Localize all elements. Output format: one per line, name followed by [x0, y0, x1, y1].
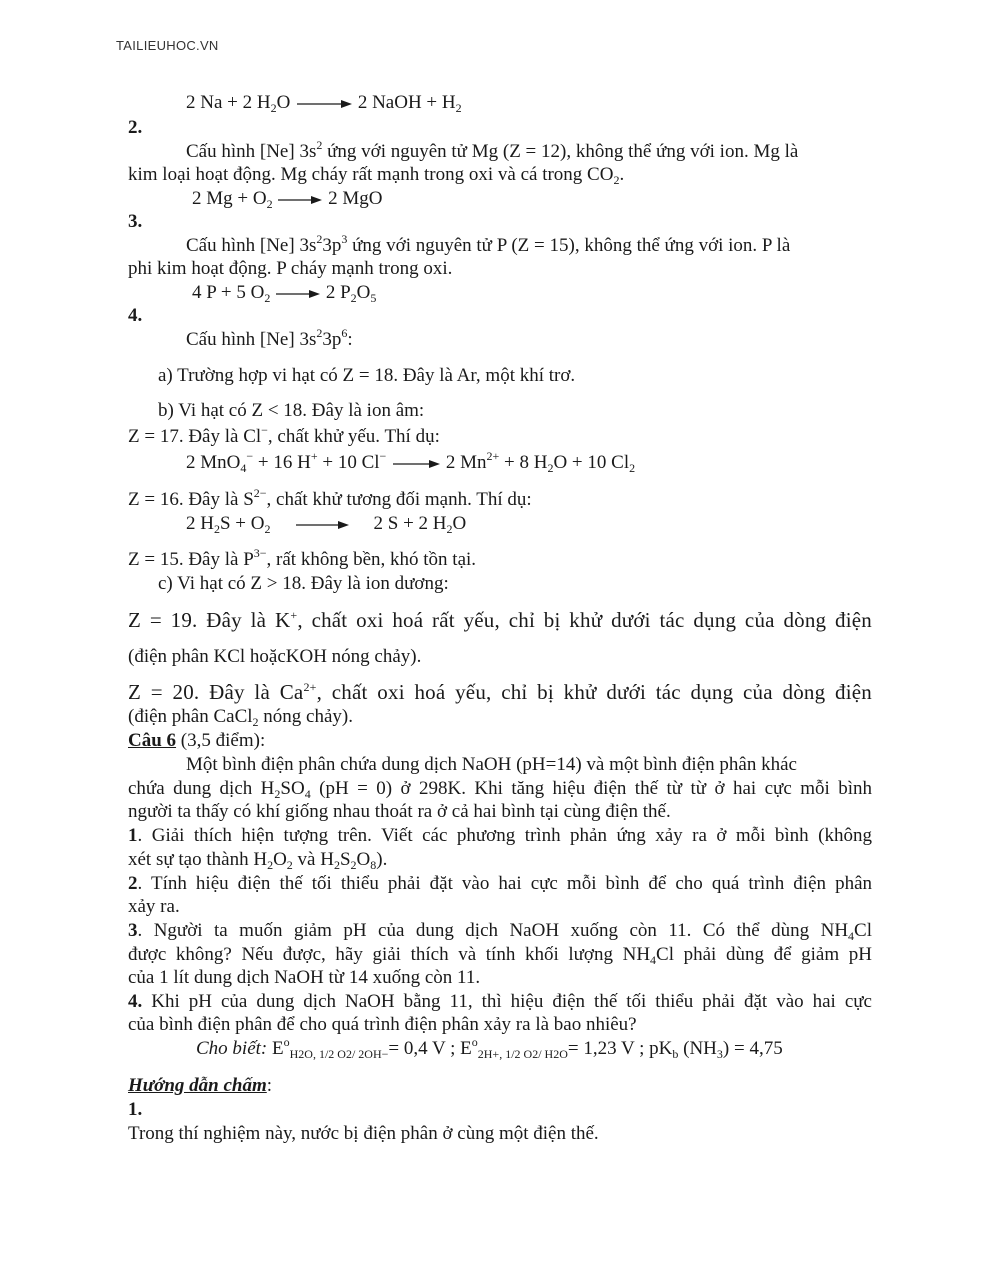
reaction-arrow [295, 99, 353, 109]
equation-na-water: 2 Na + 2 $H_2O$ 2 NaOH + $H_2$ [186, 92, 462, 115]
z19-line: Z = 19. Đây là K+, chất oxi hoá rất yếu, chỉ bị khử dưới tác dụng của dòng điện [128, 608, 872, 632]
equation-p-oxygen: 4 P + 5 $O_2$ 2 $P_2O_5$ [192, 282, 377, 305]
q6-part3-line2: được không? Nếu được, hãy giải thích và tính khối lượng $NH_4Cl$ phải dùng để giảm pH [128, 944, 872, 967]
item-number-3: 3. [128, 211, 143, 232]
q6-part1-line2: xét sự tạo thành $H_2O_2$ và $H_2S_2O_8$). [128, 849, 388, 872]
reaction-arrow [391, 459, 441, 469]
grading-guide-heading: Hướng dẫn chấm: [128, 1075, 273, 1096]
q6-part4-line2: của bình điện phân để cho quá trình điện phân xảy ra là bao nhiêu? [128, 1014, 637, 1035]
q6-part1-line1: 1. Giải thích hiện tượng trên. Viết các phương trình phản ứng xảy ra ở mỗi bình (không [128, 825, 872, 846]
q6-para-line2: chứa dung dịch $H_2SO_4$ (pH = 0) ở 298K. Khi tăng hiệu điện thế từ từ ở hai cực mỗi bình [128, 778, 872, 801]
site-header: TAILIEUHOC.VN [116, 38, 219, 53]
z20-line-2: (điện phân CaCl$_2$ nóng chảy). [128, 706, 353, 729]
z20-line: Z = 20. Đây là $Ca^{2+}$, chất oxi hoá yếu, chỉ bị khử dưới tác dụng của dòng điện [128, 680, 872, 704]
z15-line: Z = 15. Đây là $P^{3-}$, rất không bền, khó tồn tại. [128, 546, 477, 570]
case-b: b) Vi hạt có Z < 18. Đây là ion âm: [158, 400, 425, 421]
case-a: a) Trường hợp vi hạt có Z = 18. Đây là Ar, một khí trơ. [158, 365, 576, 386]
equation-mg-oxygen: 2 $Mg + O_2$ 2 MgO [192, 188, 383, 211]
equation-h2s: 2 $H_2S + O_2$ 2 S + 2 $H_2O$ [186, 513, 467, 536]
config-ar: Cấu hình [Ne] $3s^23p^6$: [186, 326, 353, 350]
answer-text: Trong thí nghiệm này, nước bị điện phân ở cùng một điện thế. [128, 1123, 599, 1144]
z17-line: Z = 17. Đây là Cl−, chất khử yếu. Thí dụ: [128, 423, 440, 447]
q6-para-line3: người ta thấy có khí giống nhau thoát ra ở cả hai bình tại cùng điện thế. [128, 801, 671, 822]
paragraph-mg-line2: kim loại hoạt động. Mg cháy rất mạnh trong oxi và cá trong $CO_2$. [128, 164, 625, 187]
item-number-2: 2. [128, 117, 143, 138]
paragraph-mg-line1: Cấu hình [Ne] $3s^2$ ứng với nguyên tử Mg (Z = 12), không thể ứng với ion. Mg là [186, 138, 799, 162]
item-number-4: 4. [128, 305, 143, 326]
z19-line-2: (điện phân KCl hoặcKOH nóng chảy). [128, 646, 422, 667]
q6-part4-line1: 4. Khi pH của dung dịch NaOH bằng 11, thì hiệu điện thế tối thiểu phải đặt vào hai cực [128, 991, 872, 1012]
q6-part2-line2: xảy ra. [128, 896, 180, 917]
case-c: c) Vi hạt có Z > 18. Đây là ion dương: [158, 573, 449, 594]
q6-para-line1: Một bình điện phân chứa dung dịch NaOH (pH=14) và một bình điện phân khác [186, 754, 797, 775]
paragraph-p-line1: Cấu hình [Ne] $3s^23p^3$ ứng với nguyên tử P (Z = 15), không thể ứng với ion. P là [186, 232, 791, 256]
q6-part3-line1: 3. Người ta muốn giảm pH của dung dịch NaOH xuống còn 11. Có thể dùng $NH_4Cl$ [128, 920, 872, 943]
given-data: Cho biết: $E^o_{H2O, 1/2 O2/ 2OH-}= 0,4$ V ; $E^o_{2H+, 1/2 O2/ H2O}= 1,23$ V ; $pK_b$ $(NH_3) = 4,75$ [196, 1035, 783, 1061]
q6-part2-line1: 2. Tính hiệu điện thế tối thiểu phải đặt vào hai cực mỗi bình để cho quá trình điện phân [128, 873, 872, 894]
answer-number-1: 1. [128, 1099, 143, 1120]
equation-permanganate: 2 MnO$_4$− + 16 H+ + 10 Cl− 2 $Mn^{2+} + 8$ $H_2O + 10$ $Cl_2$ [186, 449, 636, 475]
question-6-title: Câu 6 (3,5 điểm): [128, 730, 266, 751]
q6-part3-line3: của 1 lít dung dịch NaOH từ 14 xuống còn 11. [128, 967, 481, 988]
reaction-arrow [275, 289, 321, 299]
z16-line: Z = 16. Đây là $S^{2-}$, chất khử tương đối mạnh. Thí dụ: [128, 486, 532, 510]
reaction-arrow [294, 520, 350, 530]
reaction-arrow [277, 195, 323, 205]
paragraph-p-line2: phi kim hoạt động. P cháy mạnh trong oxi. [128, 258, 453, 279]
